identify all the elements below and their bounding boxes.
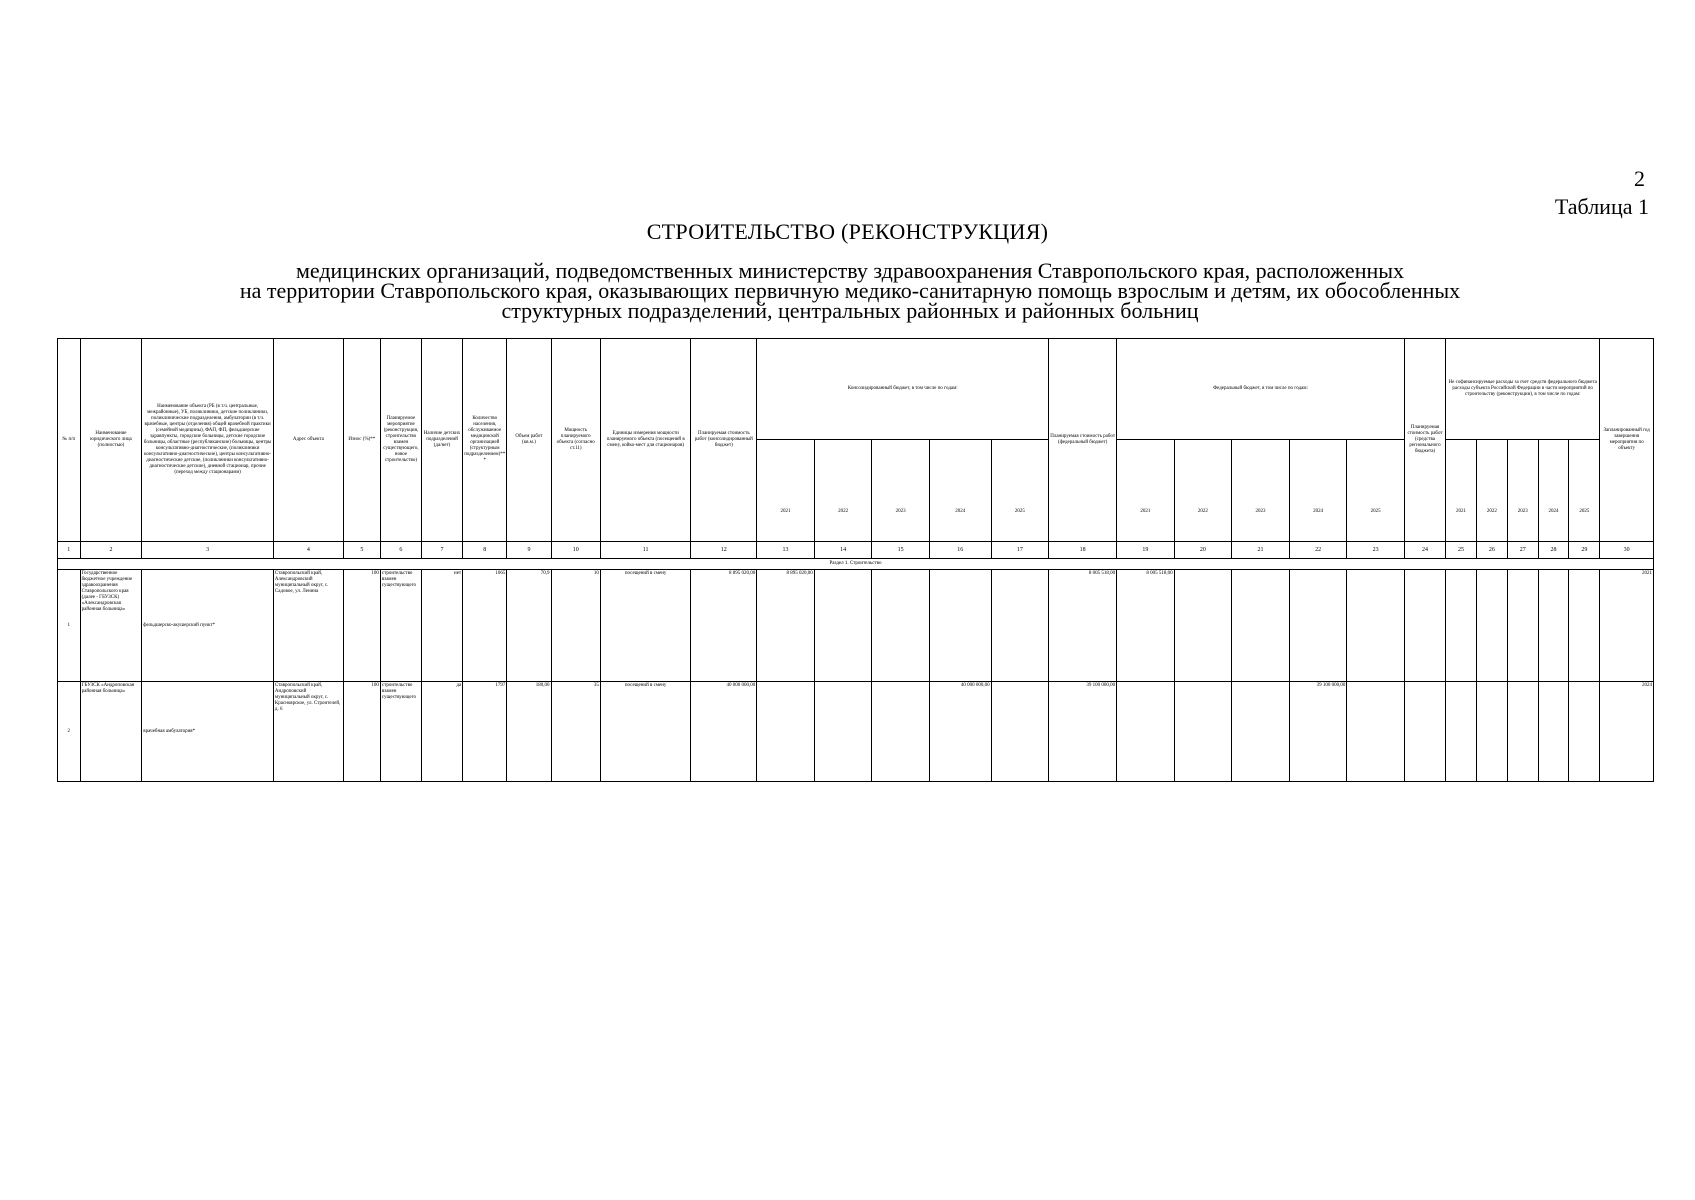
header-cell: Наименование юридического лица (полностью) [80, 339, 142, 542]
cell-empty [1476, 570, 1507, 682]
cell-unit: посещений в смену [600, 682, 690, 782]
column-number-cell: 3 [142, 542, 274, 559]
cell-empty [1538, 570, 1569, 682]
cell-fed-2025 [1347, 570, 1405, 682]
column-number-cell: 29 [1569, 542, 1600, 559]
year-cell: 2025 [991, 440, 1049, 542]
year-cell: 2024 [929, 440, 991, 542]
subtitle-line: медицинских организаций, подведомственных министерству здравоохранения Ставропольского края, расположенных [295, 258, 1405, 283]
cell-fed-2022 [1174, 570, 1232, 682]
cell-unit: посещений в смену [600, 570, 690, 682]
header-cell: Планируемое мероприятие (реконструкция, строительство взамен существующего, новое строительство) [380, 339, 421, 542]
cell-empty [1404, 682, 1445, 782]
header-cell: Объем работ (кв.м.) [507, 339, 551, 542]
year-cell: 2022 [814, 440, 872, 542]
column-number-cell: 6 [380, 542, 421, 559]
cell-fed-2024 [1289, 570, 1347, 682]
cell-object: фельдшерско-акушерский пункт* [142, 570, 274, 682]
cell-empty [1446, 570, 1477, 682]
year-cell: 2022 [1476, 440, 1507, 542]
column-number-cell: 20 [1174, 542, 1232, 559]
cell-cost-fed: 39 100 000,00 [1049, 682, 1117, 782]
cell-fed-2022 [1174, 682, 1232, 782]
column-number-cell: 2 [80, 542, 142, 559]
header-group-cofinancing: Не софинансируемые расходы за счет средств федерального бюджета расходы субъекта Российской Федерации в части мероприятий по строительству (реконструкции), в том числе по годам: [1446, 339, 1600, 440]
header-cell: Износ (%)** [343, 339, 380, 542]
column-number-cell: 27 [1507, 542, 1538, 559]
cell-n: 1 [58, 570, 81, 682]
header-cell: Запланированный год завершения мероприятия по объекту [1600, 339, 1654, 542]
column-number-row [58, 542, 1654, 559]
header-cell: Мощность планируемого объекта (согласно ст.11) [551, 339, 600, 542]
cell-year-end: 2021 [1600, 570, 1654, 682]
cell-cons-2024: 40 000 000,00 [929, 682, 991, 782]
cell-cost-cons: 8 895 020,00 [691, 570, 757, 682]
cell-org: ГБУЗСК «Андроповская районная больница» [80, 682, 142, 782]
column-number-cell: 23 [1347, 542, 1405, 559]
table-row [58, 682, 1654, 782]
cell-fed-2023 [1232, 682, 1290, 782]
cell-kids: да [421, 682, 462, 782]
subtitle-line: на территории Ставропольского края, оказывающих первичную медико-санитарную помощь взрослым и детям, их обособленных [239, 278, 1461, 303]
cell-cost-fed: 8 005 518,00 [1049, 570, 1117, 682]
header-group-federal: Федеральный бюджет, в том числе по годам: [1117, 339, 1405, 440]
cell-year-end: 2024 [1600, 682, 1654, 782]
table-label: Таблица 1 [1554, 194, 1649, 219]
header-cell: Планируемая стоимость работ (средства регионального бюджета) [1404, 339, 1445, 542]
column-number-cell: 13 [757, 542, 815, 559]
column-number-cell: 10 [551, 542, 600, 559]
cell-fed-2024: 39 100 000,00 [1289, 682, 1347, 782]
column-number-cell: 22 [1289, 542, 1347, 559]
cell-address: Ставропольский край, Александровский муниципальный округ, с. Садовое, ул. Ленина [273, 570, 343, 682]
cell-activity: строительство взамен существующего [380, 682, 421, 782]
cell-activity: строительство взамен существующего [380, 570, 421, 682]
construction-table [57, 338, 1654, 782]
year-cell: 2024 [1538, 440, 1569, 542]
cell-cons-2021: 8 895 020,00 [757, 570, 815, 682]
cell-kids: нет [421, 570, 462, 682]
year-cell: 2023 [1507, 440, 1538, 542]
cell-object: врачебная амбулатория* [142, 682, 274, 782]
header-group-consolidated: Консолидированный бюджет, в том числе по годам: [757, 339, 1049, 440]
cell-n: 2 [58, 682, 81, 782]
cell-fed-2021: 8 005 518,00 [1117, 570, 1175, 682]
year-cell: 2025 [1569, 440, 1600, 542]
cell-cost-cons: 40 000 000,00 [691, 682, 757, 782]
cell-area: 180,00 [507, 682, 551, 782]
cell-cons-2023 [872, 570, 930, 682]
cell-population: 1065 [463, 570, 507, 682]
year-cell: 2023 [1232, 440, 1290, 542]
header-cell: Единицы измерения мощности планируемого объекта (посещений в смену, койко-мест для стационаров) [600, 339, 690, 542]
column-number-cell: 16 [929, 542, 991, 559]
column-number-cell: 25 [1446, 542, 1477, 559]
header-cell: Планируемая стоимость работ (консолидированный бюджет) [691, 339, 757, 542]
cell-fed-2021 [1117, 682, 1175, 782]
column-number-cell: 18 [1049, 542, 1117, 559]
cell-wear: 100 [343, 682, 380, 782]
header-cell: № п/п [58, 339, 81, 542]
table-row [58, 570, 1654, 682]
cell-cons-2021 [757, 682, 815, 782]
column-number-cell: 7 [421, 542, 462, 559]
cell-empty [1569, 682, 1600, 782]
cell-empty [1507, 682, 1538, 782]
column-number-cell: 12 [691, 542, 757, 559]
cell-cons-2025 [991, 570, 1049, 682]
column-number-cell: 30 [1600, 542, 1654, 559]
header-cell: Наименование объекта (РБ (в т.ч. центральные, межрайонные), УБ, поликлиники, детские поликлиники, поликлинические подразделения, амбулатории (в т.ч. врачебные, центры (отделения) общей врачебной практики (семейной медицины), ФАП, ФП, фельдшерские здравпункты, городские больницы, детские городские больницы, областные (республиканские) больницы, центры консультативно-диагностические, (поликлиники консультативно-диагностические), центры консультативно-диагностические детские, (поликлиники консультативно-диагностические детские), дневной стационар, прочие (переход между стационарами) [142, 339, 274, 542]
column-number-cell: 11 [600, 542, 690, 559]
column-number-cell: 24 [1404, 542, 1445, 559]
cell-empty [1404, 570, 1445, 682]
page-number: 2 [1634, 166, 1645, 191]
column-number-cell: 5 [343, 542, 380, 559]
header-row-top [58, 339, 1654, 440]
cell-capacity: 10 [551, 570, 600, 682]
cell-wear: 100 [343, 570, 380, 682]
cell-empty [1476, 682, 1507, 782]
cell-cons-2025 [991, 682, 1049, 782]
cell-address: Ставропольский край, Андроповский муниципальный округ, с. Красноярское, ул. Строителей, д. 6 [273, 682, 343, 782]
column-number-cell: 1 [58, 542, 81, 559]
year-cell: 2022 [1174, 440, 1232, 542]
year-cell: 2024 [1289, 440, 1347, 542]
section-title: Раздел 1. Строительство [58, 559, 1654, 570]
cell-empty [1446, 682, 1477, 782]
cell-empty [1538, 682, 1569, 782]
subtitle-line: структурных подразделений, центральных районных и районных больниц [501, 298, 1199, 323]
cell-cons-2024 [929, 570, 991, 682]
column-number-cell: 17 [991, 542, 1049, 559]
cell-capacity: 35 [551, 682, 600, 782]
year-cell: 2021 [757, 440, 815, 542]
year-cell: 2021 [1117, 440, 1175, 542]
cell-cons-2022 [814, 682, 872, 782]
header-cell: Количество населения, обслуживаемое медицинской организацией (структурным подразделением)*** [463, 339, 507, 542]
header-cell: Наличие детских подразделений (да/нет) [421, 339, 462, 542]
cell-fed-2023 [1232, 570, 1290, 682]
column-number-cell: 21 [1232, 542, 1290, 559]
cell-fed-2025 [1347, 682, 1405, 782]
cell-area: 70,9 [507, 570, 551, 682]
column-number-cell: 9 [507, 542, 551, 559]
column-number-cell: 14 [814, 542, 872, 559]
cell-cons-2022 [814, 570, 872, 682]
cell-org: Государственное бюджетное учреждение здравоохранения Ставропольского края (далее - ГБУЗСК) «Александровская районная больница» [80, 570, 142, 682]
document-title: СТРОИТЕЛЬСТВО (РЕКОНСТРУКЦИЯ) [646, 219, 1049, 244]
cell-empty [1507, 570, 1538, 682]
header-cell: Адрес объекта [273, 339, 343, 542]
column-number-cell: 8 [463, 542, 507, 559]
header-cell: Планируемая стоимость работ (федеральный бюджет) [1049, 339, 1117, 542]
document-subtitle [60, 258, 1640, 323]
column-number-cell: 19 [1117, 542, 1175, 559]
column-number-cell: 15 [872, 542, 930, 559]
cell-empty [1569, 570, 1600, 682]
year-cell: 2025 [1347, 440, 1405, 542]
cell-population: 1797 [463, 682, 507, 782]
column-number-cell: 4 [273, 542, 343, 559]
column-number-cell: 26 [1476, 542, 1507, 559]
year-cell: 2023 [872, 440, 930, 542]
column-number-cell: 28 [1538, 542, 1569, 559]
year-cell: 2021 [1446, 440, 1477, 542]
section-row [58, 559, 1654, 570]
cell-cons-2023 [872, 682, 930, 782]
